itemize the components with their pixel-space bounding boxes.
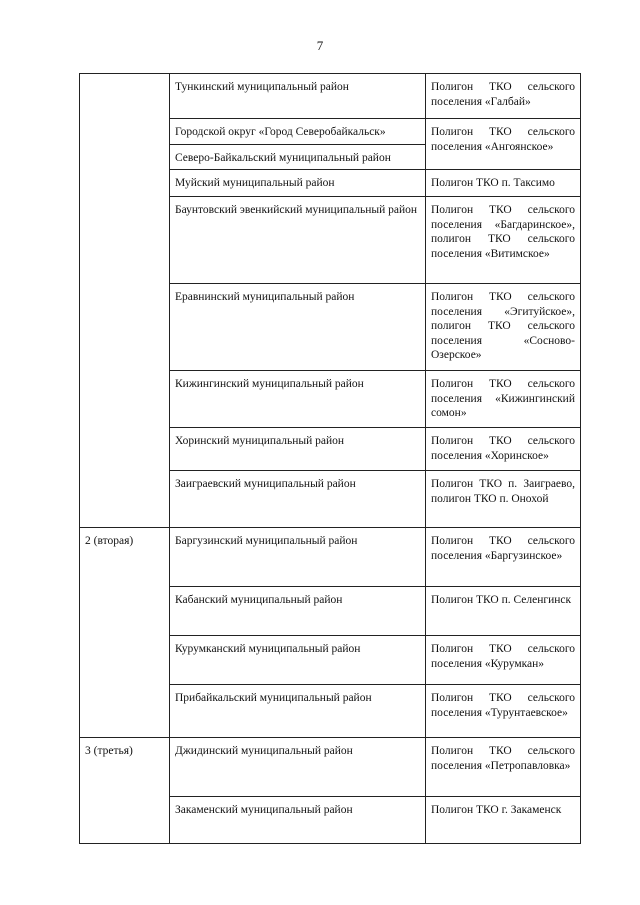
district-name: Тункинский муниципальный район [170,74,426,119]
district-name: Муйский муниципальный район [170,170,426,197]
landfill-name: Полигон ТКО п. Заиграево, полигон ТКО п. Онохой [426,471,581,528]
landfill-name: Полигон ТКО г. Закаменск [426,797,581,844]
district-name: Городской округ «Город Северобайкальск» [170,119,426,145]
landfill-name: Полигон ТКО сельского поселения «Галбай» [426,74,581,119]
landfill-name: Полигон ТКО сельского поселения «Эгитуйское», полигон ТКО сельского поселения «Сосново-Озерское» [426,284,581,371]
district-name: Джидинский муниципальный район [170,738,426,797]
table-row [80,74,581,119]
landfill-name: Полигон ТКО сельского поселения «Ангоянское» [426,119,581,170]
zones-table [79,73,581,844]
zone-label [80,74,170,528]
landfill-name: Полигон ТКО сельского поселения «Курумкан» [426,636,581,685]
district-name: Северо-Байкальский муниципальный район [170,144,426,170]
district-name: Баунтовский эвенкийский муниципальный район [170,197,426,284]
district-name: Кижингинский муниципальный район [170,371,426,428]
district-name: Курумканский муниципальный район [170,636,426,685]
landfill-name: Полигон ТКО сельского поселения «Хоринское» [426,428,581,471]
zones-table-body [80,74,581,844]
district-name: Закаменский муниципальный район [170,797,426,844]
landfill-name: Полигон ТКО п. Селенгинск [426,587,581,636]
district-name: Кабанский муниципальный район [170,587,426,636]
zone-label: 3 (третья) [80,738,170,844]
zone-label: 2 (вторая) [80,528,170,738]
district-name: Баргузинский муниципальный район [170,528,426,587]
page-number: 7 [316,38,324,53]
table-row [80,528,581,587]
district-name: Еравнинский муниципальный район [170,284,426,371]
landfill-name: Полигон ТКО сельского поселения «Кижингинский сомон» [426,371,581,428]
landfill-name: Полигон ТКО сельского поселения «Баргузинское» [426,528,581,587]
landfill-name: Полигон ТКО сельского поселения «Багдаринское», полигон ТКО сельского поселения «Витимское» [426,197,581,284]
landfill-name: Полигон ТКО сельского поселения «Петропавловка» [426,738,581,797]
landfill-name: Полигон ТКО п. Таксимо [426,170,581,197]
landfill-name: Полигон ТКО сельского поселения «Турунтаевское» [426,685,581,738]
district-name: Заиграевский муниципальный район [170,471,426,528]
table-row [80,738,581,797]
district-name: Хоринский муниципальный район [170,428,426,471]
district-name: Прибайкальский муниципальный район [170,685,426,738]
